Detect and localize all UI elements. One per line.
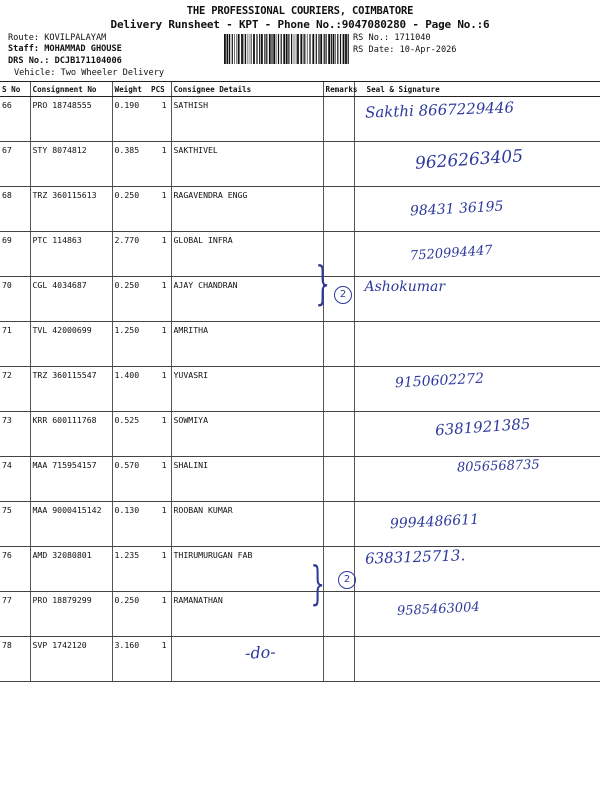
cell-consignee: AMRITHA: [171, 322, 323, 367]
cell-weight: 0.250: [112, 187, 149, 232]
cell-consignment: TRZ 360115613: [30, 187, 112, 232]
cell-consignment: MAA 9000415142: [30, 502, 112, 547]
runsheet-subtitle: Delivery Runsheet - KPT - Phone No.:9047080280 - Page No.:6: [110, 18, 490, 31]
handwritten-signature: 9150602272: [394, 370, 484, 392]
table-row: [0, 412, 600, 457]
handwritten-signature: 9626263405: [413, 146, 524, 174]
table-row: [0, 97, 600, 142]
table-row: [0, 592, 600, 637]
cell-sno: 72: [0, 367, 30, 412]
cell-signature: [354, 547, 600, 592]
cell-consignment: PRO 18879299: [30, 592, 112, 637]
barcode-image: [224, 34, 350, 64]
col-remarks: Remarks: [323, 82, 354, 97]
handwritten-signature: 9994486611: [389, 511, 479, 533]
cell-consignment: TVL 42000699: [30, 322, 112, 367]
cell-sno: 77: [0, 592, 30, 637]
cell-remarks: [323, 637, 354, 682]
cell-weight: 0.250: [112, 592, 149, 637]
cell-consignee: GLOBAL INFRA: [171, 232, 323, 277]
cell-sno: 70: [0, 277, 30, 322]
cell-sno: 71: [0, 322, 30, 367]
cell-signature: [354, 412, 600, 457]
cell-weight: 1.400: [112, 367, 149, 412]
table-row: [0, 277, 600, 322]
handwritten-signature: -do-: [244, 642, 276, 663]
cell-remarks: [323, 367, 354, 412]
cell-pcs: 1: [149, 367, 171, 412]
cell-consignee: SAKTHIVEL: [171, 142, 323, 187]
cell-pcs: 1: [149, 232, 171, 277]
cell-sno: 74: [0, 457, 30, 502]
table-row: [0, 232, 600, 277]
delivery-table: [0, 81, 600, 682]
cell-consignment: SVP 1742120: [30, 637, 112, 682]
brace-mark: }: [315, 256, 330, 310]
cell-consignee: AJAY CHANDRAN: [171, 277, 323, 322]
cell-weight: 0.385: [112, 142, 149, 187]
company-title: THE PROFESSIONAL COURIERS, COIMBATORE: [186, 5, 414, 17]
cell-pcs: 1: [149, 142, 171, 187]
col-pcs: PCS: [149, 82, 171, 97]
cell-signature: [354, 277, 600, 322]
route-label: Route: KOVILPALAYAM: [8, 33, 107, 43]
cell-consignee: RAGAVENDRA ENGG: [171, 187, 323, 232]
col-sno: S No: [0, 82, 30, 97]
rs-number: RS No.: 1711040: [353, 33, 431, 43]
cell-sno: 66: [0, 97, 30, 142]
cell-weight: 1.235: [112, 547, 149, 592]
cell-consignment: KRR 600111768: [30, 412, 112, 457]
cell-pcs: 1: [149, 502, 171, 547]
cell-weight: 0.570: [112, 457, 149, 502]
cell-pcs: 1: [149, 97, 171, 142]
cell-consignee: YUVASRI: [171, 367, 323, 412]
cell-weight: 0.525: [112, 412, 149, 457]
cell-weight: 1.250: [112, 322, 149, 367]
cell-consignment: PRO 18748555: [30, 97, 112, 142]
cell-weight: 3.160: [112, 637, 149, 682]
table-row: [0, 457, 600, 502]
cell-remarks: [323, 502, 354, 547]
cell-sno: 73: [0, 412, 30, 457]
cell-signature: [354, 97, 600, 142]
rs-date: RS Date: 10-Apr-2026: [353, 45, 457, 55]
cell-pcs: 1: [149, 412, 171, 457]
cell-pcs: 1: [149, 547, 171, 592]
cell-signature: [354, 457, 600, 502]
cell-sno: 78: [0, 637, 30, 682]
col-signature: Seal & Signature: [354, 82, 600, 97]
cell-consignee: ROOBAN KUMAR: [171, 502, 323, 547]
staff-label: Staff: MOHAMMAD GHOUSE: [8, 44, 122, 54]
cell-pcs: 1: [149, 457, 171, 502]
brace-mark: }: [310, 556, 325, 610]
cell-signature: [354, 232, 600, 277]
cell-signature: [354, 187, 600, 232]
handwritten-signature: Sakthi 8667229446: [364, 98, 514, 122]
cell-consignment: CGL 4034687: [30, 277, 112, 322]
cell-remarks: [323, 142, 354, 187]
table-header: [0, 82, 600, 97]
handwritten-signature: 9585463004: [396, 599, 480, 620]
cell-signature: [354, 592, 600, 637]
handwritten-signature: 8056568735: [456, 457, 540, 476]
drs-label: DRS No.: DCJB171104006: [8, 56, 122, 66]
table-row: [0, 367, 600, 412]
cell-pcs: 1: [149, 187, 171, 232]
cell-signature: [244, 637, 600, 682]
cell-sno: 67: [0, 142, 30, 187]
cell-consignment: TRZ 360115547: [30, 367, 112, 412]
remark-circle: 2: [338, 571, 356, 589]
cell-consignment: PTC 114863: [30, 232, 112, 277]
cell-consignment: AMD 32080801: [30, 547, 112, 592]
cell-sno: 69: [0, 232, 30, 277]
table-row: [0, 637, 600, 682]
col-consignee: Consignee Details: [171, 82, 323, 97]
cell-consignee: SATHISH: [171, 97, 323, 142]
cell-remarks: [323, 322, 354, 367]
cell-pcs: 1: [149, 322, 171, 367]
remark-circle: 2: [334, 286, 352, 304]
handwritten-signature: 98431 36195: [409, 198, 504, 220]
cell-consignee: SOWMIYA: [171, 412, 323, 457]
table-row: [0, 547, 600, 592]
table-row: [0, 142, 600, 187]
cell-sno: 76: [0, 547, 30, 592]
cell-consignee: [171, 637, 323, 682]
handwritten-signature: 7520994447: [409, 243, 493, 264]
table-row: [0, 187, 600, 232]
handwritten-signature: 6383125713.: [364, 546, 465, 568]
cell-pcs: 1: [149, 277, 171, 322]
handwritten-signature: Ashokumar: [364, 279, 446, 295]
col-weight: Weight: [112, 82, 149, 97]
cell-remarks: [323, 412, 354, 457]
cell-consignee: RAMANATHAN: [171, 592, 323, 637]
vehicle-label: Vehicle: Two Wheeler Delivery: [14, 68, 165, 78]
cell-consignee: SHALINI: [171, 457, 323, 502]
cell-signature: [354, 322, 600, 367]
cell-pcs: 1: [149, 637, 171, 682]
cell-remarks: [323, 97, 354, 142]
table-row: [0, 502, 600, 547]
cell-pcs: 1: [149, 592, 171, 637]
cell-sno: 75: [0, 502, 30, 547]
cell-remarks: [323, 187, 354, 232]
cell-sno: 68: [0, 187, 30, 232]
cell-signature: [354, 142, 600, 187]
cell-remarks: [323, 457, 354, 502]
cell-signature: [354, 367, 600, 412]
cell-remarks: [323, 592, 354, 637]
cell-weight: 0.250: [112, 277, 149, 322]
cell-weight: 2.770: [112, 232, 149, 277]
cell-weight: 0.190: [112, 97, 149, 142]
table-row: [0, 322, 600, 367]
handwritten-signature: 6381921385: [433, 414, 531, 440]
cell-signature: [354, 502, 600, 547]
cell-weight: 0.130: [112, 502, 149, 547]
cell-consignee: THIRUMURUGAN FAB: [171, 547, 323, 592]
cell-consignment: STY 8074812: [30, 142, 112, 187]
cell-consignment: MAA 715954157: [30, 457, 112, 502]
col-consignment: Consignment No: [30, 82, 112, 97]
